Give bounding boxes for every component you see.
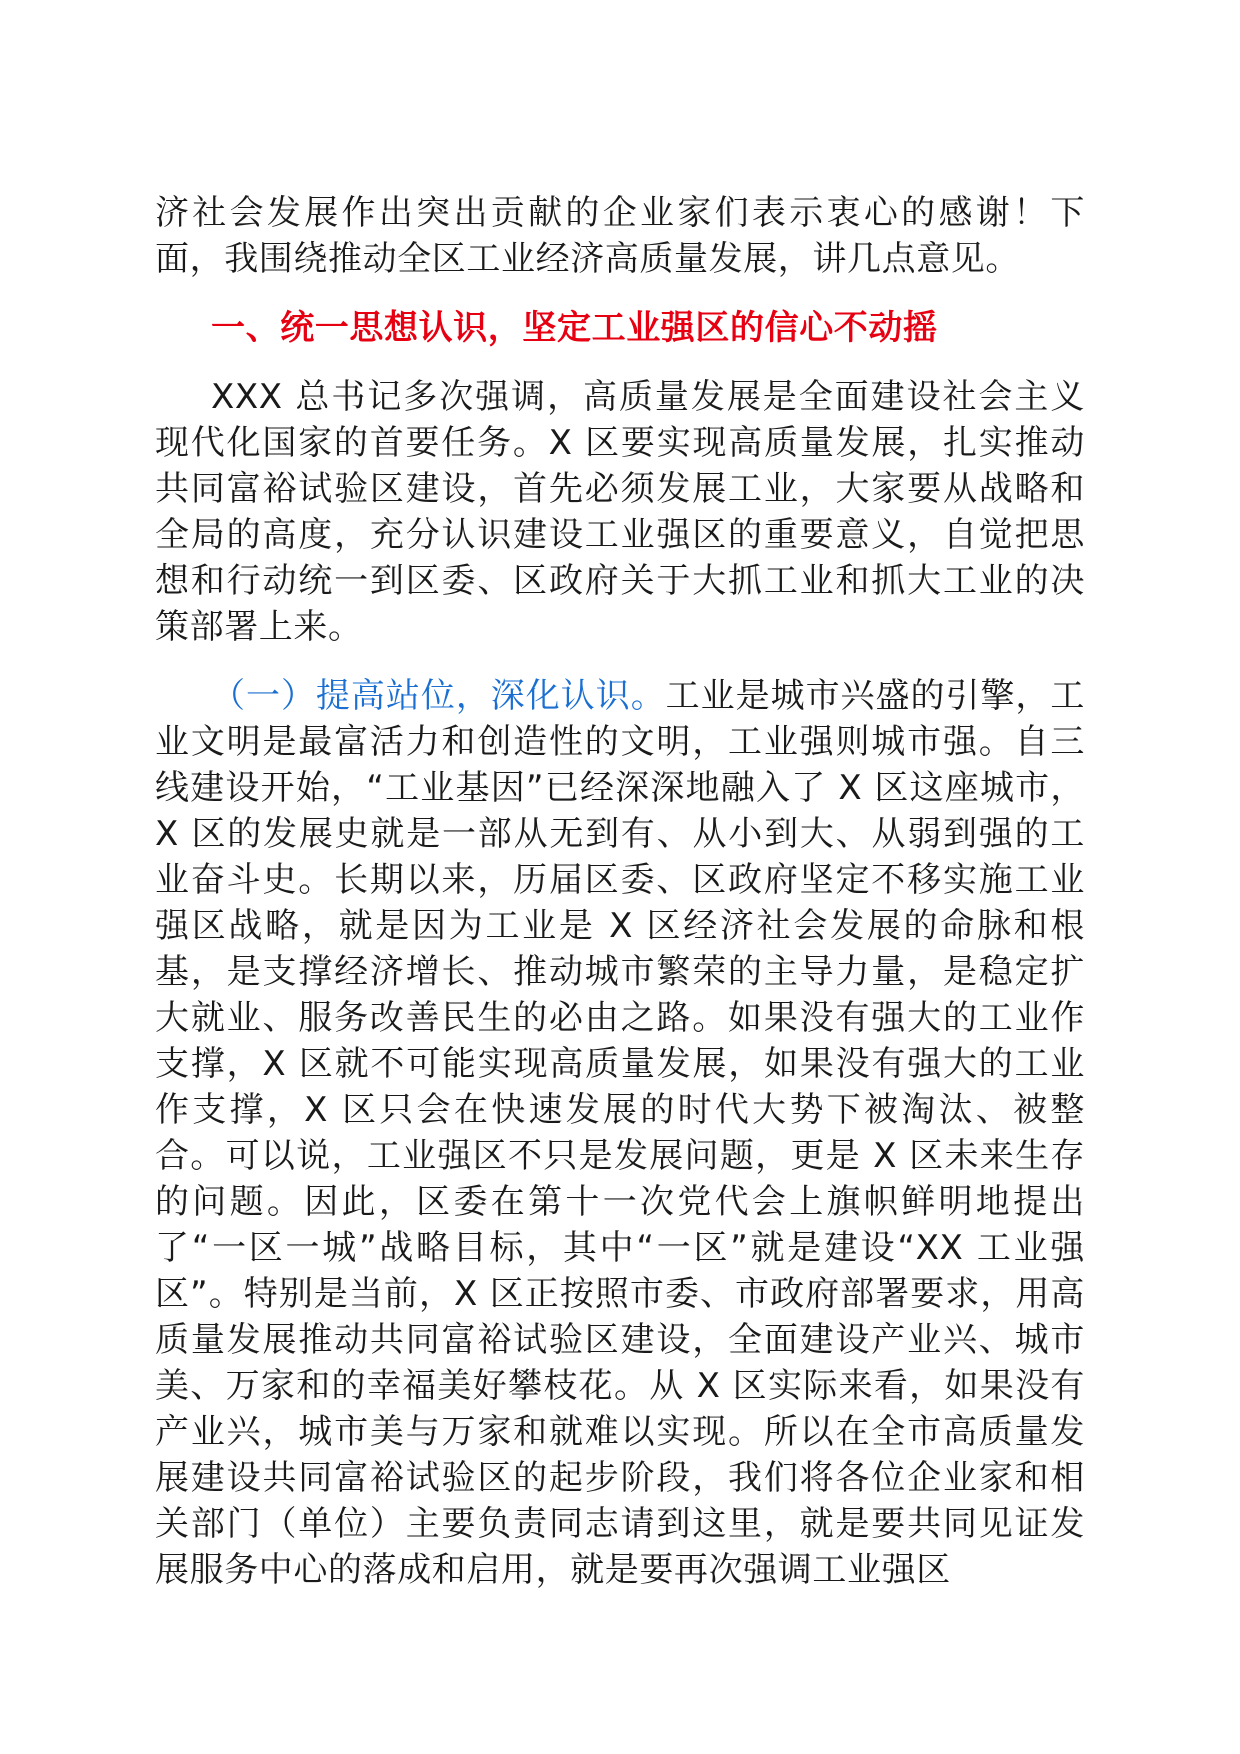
document-body xyxy=(155,190,1085,1593)
intro-paragraph: 济社会发展作出突出贡献的企业家们表示衷心的感谢！下面，我围绕推动全区工业经济高质量发展，讲几点意见。 xyxy=(155,193,1085,279)
subsection-block xyxy=(155,673,1085,1593)
subsection-paragraph: 工业是城市兴盛的引擎，工业文明是最富活力和创造性的文明，工业强则城市强。自三线建设开始，“工业基因”已经深深地融入了 X 区这座城市，X 区的发展史就是一部从无到有、从小到大、从弱到强的工业奋斗史。长期以来，历届区委、区政府坚定不移实施工业强区战略，就是因为工业是 X 区经济社会发展的命脉和根基，是支撑经济增长、推动城市繁荣的主导力量，是稳定扩大就业、服务改善民生的必由之路。如果没有强大的工业作支撑，X 区就不可能实现高质量发展，如果没有强大的工业作支撑，X 区只会在快速发展的时代大势下被淘汰、被整合。可以说，工业强区不只是发展问题，更是 X 区未来生存的问题。因此，区委在第十一次党代会上旗帜鲜明地提出了“一区一城”战略目标，其中“一区”就是建设“XX 工业强区”。特别是当前，X 区正按照市委、市政府部署要求，用高质量发展推动共同富裕试验区建设，全面建设产业兴、城市美、万家和的幸福美好攀枝花。从 X 区实际来看，如果没有产业兴，城市美与万家和就难以实现。所以在全市高质量发展建设共同富裕试验区的起步阶段，我们将各位企业家和相关部门（单位）主要负责同志请到这里，就是要共同见证发展服务中心的落成和启用，就是要再次强调工业强区 xyxy=(155,676,1085,1590)
subsection-heading: （一）提高站位，深化认识。 xyxy=(211,676,666,716)
section-heading: 一、统一思想认识，坚定工业强区的信心不动摇 xyxy=(211,308,938,348)
section-paragraph: XXX 总书记多次强调，高质量发展是全面建设社会主义现代化国家的首要任务。X 区要实现高质量发展，扎实推动共同富裕试验区建设，首先必须发展工业，大家要从战略和全局的高度，充分认识建设工业强区的重要意义，自觉把思想和行动统一到区委、区政府关于大抓工业和抓大工业的决策部署上来。 xyxy=(155,377,1085,647)
